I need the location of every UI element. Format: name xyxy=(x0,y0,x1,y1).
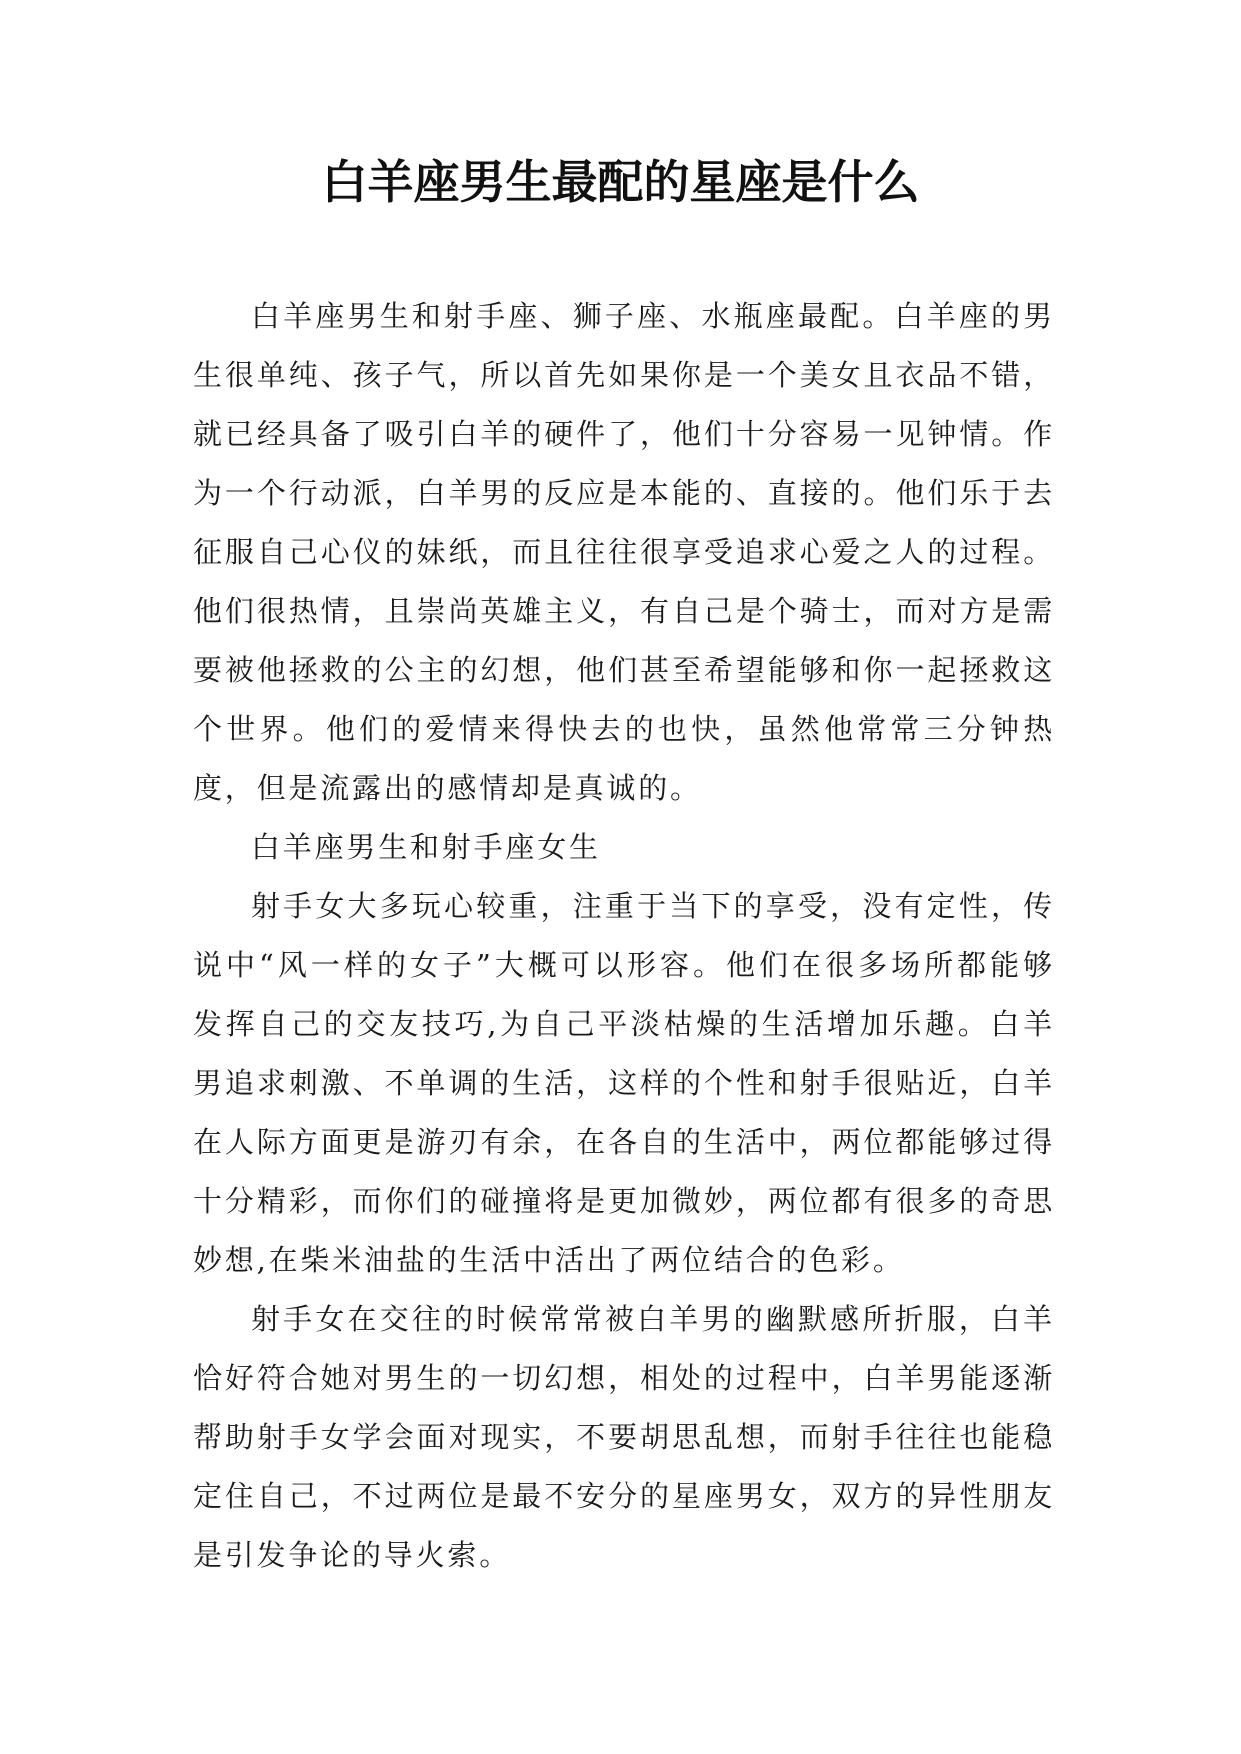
paragraph-sagittarius-relationship: 射手女在交往的时候常常被白羊男的幽默感所折服，白羊恰好符合她对男生的一切幻想，相处的过程中，白羊男能逐渐帮助射手女学会面对现实，不要胡思乱想，而射手往往也能稳定住自己，不过两位是最不安分的星座男女，双方的异性朋友是引发争论的导火索。 xyxy=(193,1302,1055,1572)
paragraph-sagittarius-traits: 射手女大多玩心较重，注重于当下的享受，没有定性，传说中“风一样的女子”大概可以形容。他们在很多场所都能够发挥自己的交友技巧,为自己平淡枯燥的生活增加乐趣。白羊男追求刺激、不单调的生活，这样的个性和射手很贴近，白羊在人际方面更是游刃有余，在各自的生活中，两位都能够过得十分精彩，而你们的碰撞将是更加微妙，两位都有很多的奇思妙想,在柴米油盐的生活中活出了两位结合的色彩。 xyxy=(193,889,1055,1277)
document-title: 白羊座男生最配的星座是什么 xyxy=(321,155,920,209)
section-heading: 白羊座男生和射手座女生 xyxy=(251,830,601,864)
paragraph-intro: 白羊座男生和射手座、狮子座、水瓶座最配。白羊座的男生很单纯、孩子气，所以首先如果你是一个美女且衣品不错，就已经具备了吸引白羊的硬件了，他们十分容易一见钟情。作为一个行动派，白羊男的反应是本能的、直接的。他们乐于去征服自己心仪的妹纸，而且往往很享受追求心爱之人的过程。他们很热情，且崇尚英雄主义，有自己是个骑士，而对方是需要被他拯救的公主的幻想，他们甚至希望能够和你一起拯救这个世界。他们的爱情来得快去的也快，虽然他常常三分钟热度，但是流露出的感情却是真诚的。 xyxy=(193,299,1055,805)
document-body xyxy=(193,287,1055,1585)
